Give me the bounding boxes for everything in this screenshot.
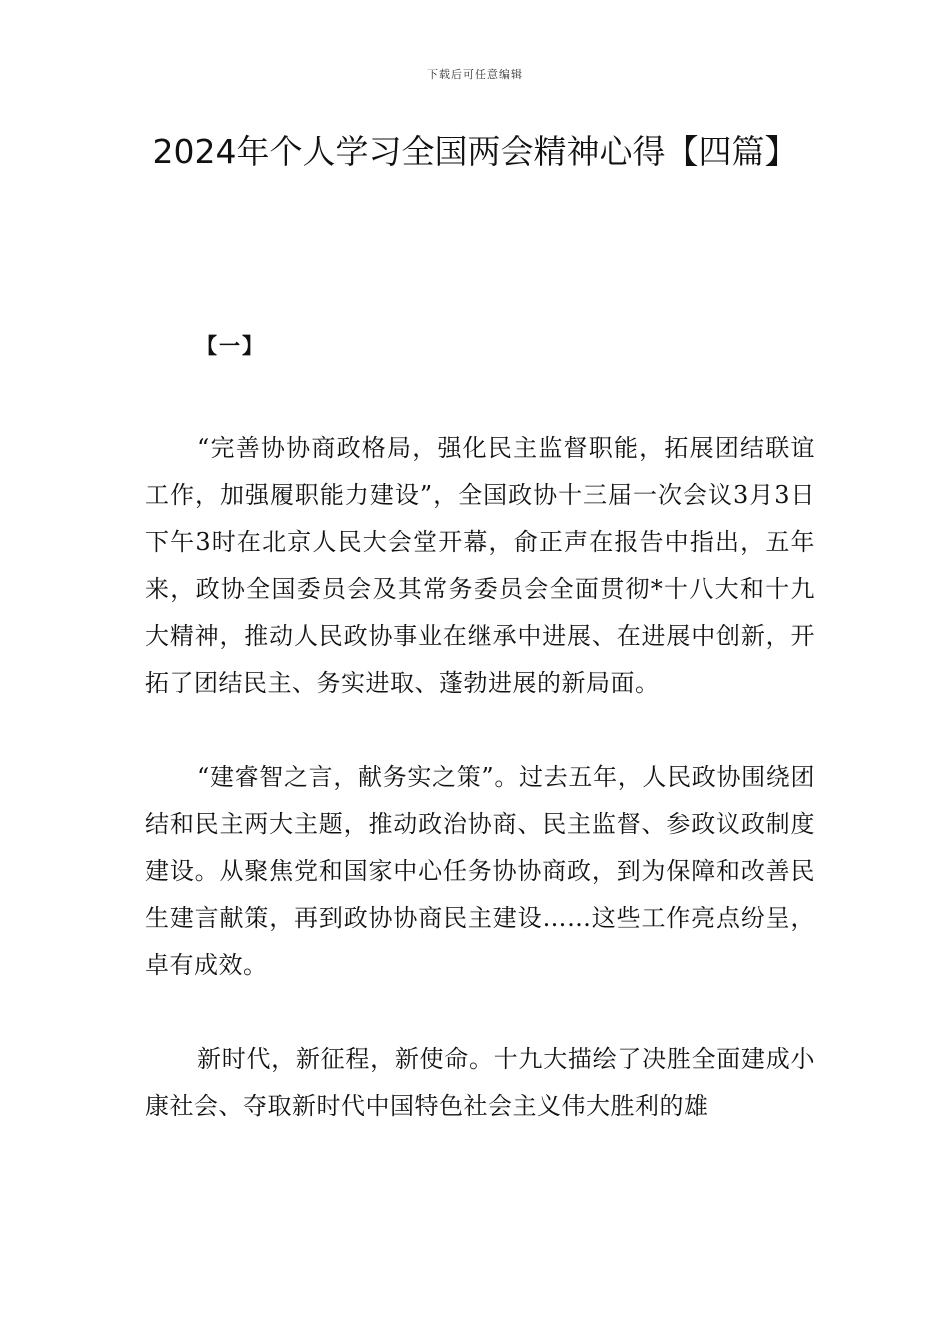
section-marker: 【一】 xyxy=(196,333,265,358)
paragraph-3: 新时代，新征程，新使命。十九大描绘了决胜全面建成小康社会、夺取新时代中国特色社会主义伟大胜利的雄 xyxy=(145,1045,815,1120)
header-note: 下载后可任意编辑 xyxy=(427,68,523,81)
document-title: 2024年个人学习全国两会精神心得【四篇】 xyxy=(152,132,798,171)
paragraph-1: “完善协协商政格局，强化民主监督职能，拓展团结联谊工作，加强履职能力建设”，全国政协十三届一次会议3月3日下午3时在北京人民大会堂开幕，俞正声在报告中指出，五年来，政协全国委员会及其常务委员会全面贯彻*十八大和十九大精神，推动人民政协事业在继承中进展、在进展中创新，开拓了团结民主、务实进取、蓬勃进展的新局面。 xyxy=(145,434,815,697)
document-body xyxy=(145,425,815,1177)
paragraph-2: “建睿智之言，献务实之策”。过去五年，人民政协围绕团结和民主两大主题，推动政治协商、民主监督、参政议政制度建设。从聚焦党和国家中心任务协协商政，到为保障和改善民生建言献策，再到政协协商民主建设……这些工作亮点纷呈，卓有成效。 xyxy=(145,763,815,979)
